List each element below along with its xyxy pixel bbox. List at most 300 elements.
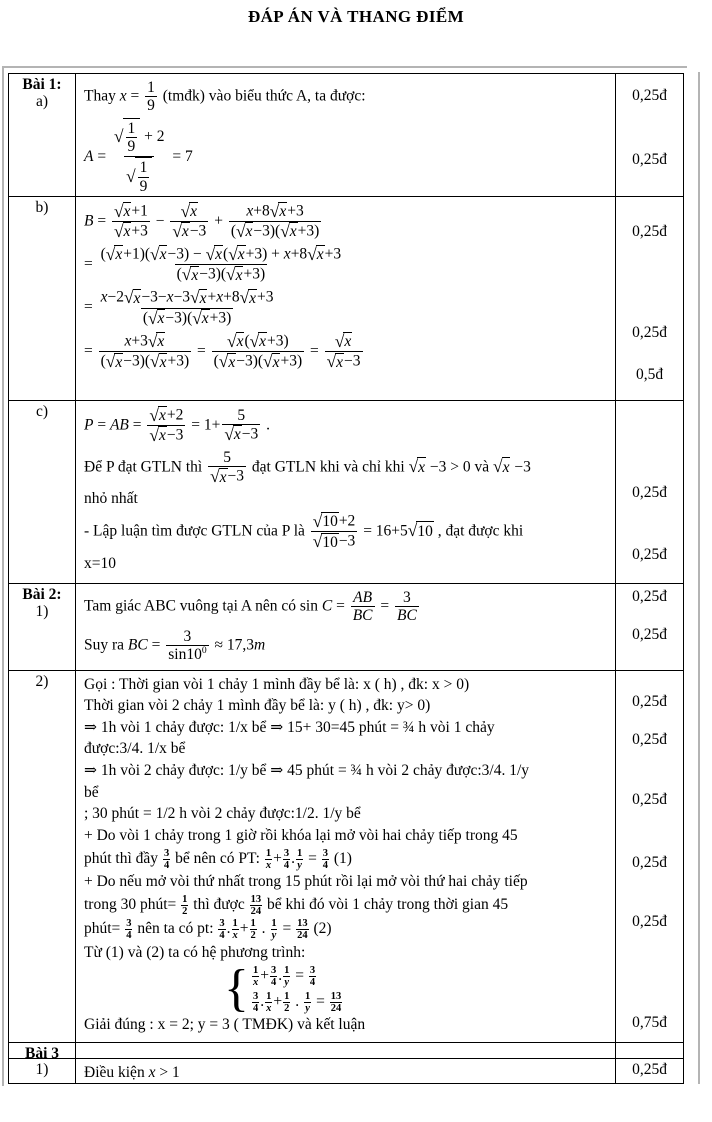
math-variable: C bbox=[321, 596, 333, 614]
radical-icon: √ bbox=[263, 352, 273, 372]
radicand bbox=[157, 309, 166, 327]
radicand bbox=[199, 289, 208, 307]
radical-icon: √ bbox=[113, 127, 124, 147]
fraction-denominator: √ x −3 bbox=[149, 425, 184, 445]
solution-line: Suy ra BC = $\frac{3}{\sin 10^0}$ ≈ 17,3m bbox=[84, 627, 266, 664]
table-row bbox=[9, 197, 683, 401]
equation-system bbox=[224, 959, 343, 1017]
fraction bbox=[325, 332, 363, 372]
points-cell bbox=[615, 1043, 683, 1058]
fraction bbox=[296, 848, 303, 871]
problem-label-cell bbox=[9, 197, 76, 400]
solution-line: phút= $\frac{3}{4}$ nên ta có pt: $\frac{3}{4}$ . $\frac{1}{x}$ + $\frac{1}{2}$ . $\frac{1}{y}$ = $\frac{13}{24}$ (2) bbox=[84, 918, 332, 942]
fraction-denominator: ( √ x −3)( √ x +3) bbox=[213, 352, 303, 372]
square-root bbox=[270, 202, 287, 221]
fraction-numerator: 1 bbox=[304, 990, 311, 1002]
math-variable: AB bbox=[353, 588, 373, 606]
radicand bbox=[114, 353, 123, 371]
fraction-numerator: 13 bbox=[297, 918, 308, 930]
square-root bbox=[263, 352, 280, 371]
math-variable: y bbox=[297, 859, 302, 871]
fraction-numerator: 1 bbox=[266, 990, 272, 1002]
square-root bbox=[182, 265, 199, 284]
math-variable: BC bbox=[352, 606, 373, 624]
radical-icon: √ bbox=[228, 244, 238, 264]
radicand bbox=[158, 406, 167, 424]
problem-number: Bài 2: bbox=[22, 586, 62, 603]
fraction-numerator: 1 bbox=[127, 119, 136, 137]
table-row bbox=[9, 74, 683, 197]
fraction bbox=[145, 79, 157, 115]
radicand bbox=[156, 332, 165, 350]
radicand bbox=[123, 202, 132, 220]
score-label: 0,25đ bbox=[632, 731, 667, 748]
solution-cell bbox=[76, 584, 615, 670]
problem-label-cell bbox=[9, 74, 76, 196]
problem-part: 2) bbox=[35, 673, 49, 690]
fraction-numerator: 3 bbox=[252, 990, 259, 1002]
radicand bbox=[417, 457, 426, 478]
radical-icon: √ bbox=[312, 511, 323, 531]
square-root bbox=[149, 426, 166, 445]
table-row bbox=[9, 1043, 683, 1059]
fraction-numerator: 13 bbox=[330, 990, 342, 1002]
radical-icon: √ bbox=[326, 352, 337, 372]
math-variable: x bbox=[115, 246, 123, 264]
math-variable: P bbox=[84, 416, 94, 433]
fraction bbox=[99, 245, 343, 285]
radical-icon: √ bbox=[113, 221, 124, 241]
square-root bbox=[226, 265, 243, 284]
radicand bbox=[289, 222, 298, 240]
fraction-denominator: 2 bbox=[284, 1002, 290, 1014]
square-root bbox=[493, 456, 510, 479]
square-root bbox=[236, 222, 253, 241]
fraction bbox=[283, 965, 290, 988]
radical-icon: √ bbox=[312, 532, 323, 552]
fraction-numerator: √ 10 +2 bbox=[312, 511, 356, 531]
fraction-denominator: 4 bbox=[252, 1002, 259, 1014]
fraction-numerator: 1 bbox=[284, 964, 290, 976]
math-variable: x bbox=[235, 266, 243, 284]
square-root bbox=[106, 245, 123, 264]
radical-icon: √ bbox=[148, 308, 158, 328]
math-variable: x bbox=[228, 353, 236, 371]
math-variable: x bbox=[158, 427, 166, 445]
square-root bbox=[192, 309, 209, 328]
math-variable: y bbox=[305, 1002, 310, 1014]
radical-icon: √ bbox=[192, 308, 202, 328]
fraction bbox=[222, 407, 260, 445]
radicand bbox=[201, 309, 210, 327]
problem-label-cell bbox=[9, 584, 76, 670]
square-root bbox=[106, 352, 123, 371]
score-label: 0,25đ bbox=[632, 151, 667, 168]
square-root bbox=[190, 288, 207, 307]
square-root bbox=[228, 245, 245, 264]
square-root bbox=[114, 202, 131, 221]
solution-line: trong 30 phút= $\frac{1}{2}$ thì được $\frac{13}{24}$ bể khi đó vòi 1 chảy trong thời gian 45 bbox=[84, 893, 509, 917]
math-variable: x bbox=[157, 333, 165, 351]
radicand bbox=[227, 353, 236, 371]
square-root bbox=[148, 332, 165, 351]
scan-shadow-left bbox=[2, 66, 4, 1086]
radical-icon: √ bbox=[226, 265, 236, 285]
points-cell bbox=[615, 584, 683, 670]
solution-cell bbox=[76, 671, 615, 1042]
solution-line: được:3/4. 1/x bể bbox=[84, 740, 186, 758]
radical-icon: √ bbox=[150, 352, 160, 372]
score-label: 0,25đ bbox=[632, 854, 667, 871]
solution-line: nhỏ nhất bbox=[84, 490, 138, 508]
solution-line: + Do vòi 1 chảy trong 1 giờ rồi khóa lại mở vòi hai chảy tiếp trong 45 bbox=[84, 826, 518, 844]
math-variable: B bbox=[84, 212, 94, 229]
square-root bbox=[327, 352, 344, 371]
score-label: 0,25đ bbox=[632, 693, 667, 710]
fraction bbox=[265, 991, 272, 1014]
fraction-numerator: 1 bbox=[252, 964, 259, 976]
answer-key-table bbox=[8, 73, 684, 1084]
fraction bbox=[311, 512, 358, 552]
math-variable: x bbox=[245, 223, 253, 241]
fraction-numerator: 5 bbox=[223, 448, 231, 466]
score-label: 0,25đ bbox=[632, 87, 667, 104]
math-variable: x bbox=[133, 289, 141, 307]
radical-icon: √ bbox=[307, 244, 317, 264]
radicand: 10 bbox=[322, 533, 338, 551]
fraction-numerator: 1 bbox=[284, 990, 290, 1002]
fraction-numerator: 1 bbox=[182, 893, 188, 905]
fraction-numerator: 3 bbox=[163, 847, 170, 859]
math-variable: x bbox=[124, 331, 132, 349]
math-variable: x bbox=[119, 86, 127, 104]
solution-line: Tam giác ABC vuông tại A nên có sin C = $\frac{AB}{BC}$ = $\frac{3}{BC}$ bbox=[84, 588, 417, 624]
fraction-numerator: x+3 √ x bbox=[124, 331, 165, 351]
fraction-denominator: 4 bbox=[283, 859, 290, 871]
fraction-numerator bbox=[351, 589, 374, 606]
fraction bbox=[112, 118, 167, 196]
superscript: 0 bbox=[201, 645, 207, 657]
problem-label-cell bbox=[9, 401, 76, 583]
score-label: 0,25đ bbox=[632, 588, 667, 605]
scan-shadow-top bbox=[2, 66, 687, 68]
math-variable: x bbox=[259, 333, 267, 351]
radicand bbox=[159, 353, 168, 371]
problem-number: Bài 1: bbox=[22, 76, 62, 93]
fraction bbox=[304, 991, 311, 1014]
radical-icon: √ bbox=[218, 352, 229, 372]
math-variable: m bbox=[254, 636, 266, 654]
square-root bbox=[172, 222, 189, 241]
square-root bbox=[124, 288, 141, 307]
square-root bbox=[408, 520, 434, 543]
fraction-denominator: √ x −3 bbox=[224, 424, 259, 444]
square-root bbox=[280, 222, 297, 241]
square-root bbox=[335, 332, 352, 351]
score-label: 0,25đ bbox=[632, 913, 667, 930]
math-variable: x bbox=[115, 353, 123, 371]
fraction bbox=[126, 120, 138, 156]
problem-part: a) bbox=[35, 93, 49, 111]
math-variable: A bbox=[84, 147, 94, 165]
math-variable: x bbox=[199, 289, 207, 307]
solution-line bbox=[84, 959, 609, 1017]
fraction-denominator: 2 bbox=[250, 930, 256, 942]
fraction-numerator: √ $\frac{1}{9}$ + 2 bbox=[113, 119, 165, 156]
square-root bbox=[250, 332, 267, 351]
fraction bbox=[250, 918, 257, 941]
solution-line: ; 30 phút = 1/2 h vòi 2 chảy được:1/2. 1/y bể bbox=[84, 805, 361, 823]
solution-line: Giải đúng : x = 2; y = 3 ( TMĐK) và kết luận bbox=[84, 1016, 366, 1034]
math-variable: x bbox=[123, 203, 131, 221]
fraction-denominator bbox=[232, 929, 239, 941]
square-root bbox=[150, 245, 167, 264]
fraction-numerator: 3 bbox=[126, 918, 132, 930]
radicand bbox=[214, 245, 223, 263]
radical-icon: √ bbox=[249, 331, 260, 351]
radicand bbox=[181, 222, 190, 240]
radical-icon: √ bbox=[105, 352, 116, 372]
fraction bbox=[265, 848, 272, 871]
fraction bbox=[99, 332, 192, 372]
radicand bbox=[335, 353, 344, 371]
math-variable: x bbox=[159, 353, 167, 371]
square-root bbox=[227, 332, 244, 351]
math-variable: x bbox=[100, 288, 108, 306]
solution-line: = x+3 √ x ( √ x −3)( √ x +3) = √ x ( √ x +3) ( √ x −3)( √ x +3) = √ x √ x −3 bbox=[84, 331, 361, 372]
score-label: 0,5đ bbox=[635, 366, 664, 383]
fraction-denominator: √ x −3 bbox=[172, 221, 207, 241]
fraction bbox=[330, 991, 343, 1014]
fraction bbox=[283, 991, 290, 1014]
fraction-numerator: √ x +2 bbox=[149, 405, 184, 425]
fraction-denominator: 9 bbox=[147, 96, 155, 114]
square-root bbox=[181, 202, 198, 221]
math-variable: x bbox=[283, 245, 291, 263]
fraction-numerator bbox=[333, 332, 354, 351]
solution-line: + Do nếu mở vòi thứ nhất trong 15 phút rồi lại mở vòi thứ hai chảy tiếp bbox=[84, 873, 528, 891]
radical-icon: √ bbox=[149, 405, 159, 425]
square-root bbox=[313, 512, 339, 531]
fraction bbox=[208, 449, 246, 487]
math-variable: BC bbox=[397, 606, 417, 624]
math-variable: x bbox=[316, 246, 324, 264]
solution-line: Thời gian vòi 2 chảy 1 mình đầy bể là: y ( h) , đk: y> 0) bbox=[84, 697, 431, 715]
radicand: 10 bbox=[322, 513, 338, 531]
solution-line: phút thì đầy $\frac{3}{4}$ bể nên có PT: $\frac{1}{x}$ + $\frac{3}{4}$ . $\frac{1}{y}$ = $\frac{3}{4}$ (1) bbox=[84, 847, 352, 871]
fraction-numerator: 3 bbox=[283, 847, 290, 859]
square-root bbox=[126, 157, 152, 196]
fraction-denominator: 4 bbox=[322, 859, 328, 871]
math-variable: x bbox=[215, 246, 223, 264]
square-root bbox=[148, 309, 165, 328]
problem-label-cell bbox=[9, 1043, 76, 1058]
math-variable: x bbox=[289, 223, 297, 241]
table-row bbox=[9, 401, 683, 584]
math-variable: x bbox=[181, 223, 189, 241]
fraction bbox=[252, 965, 259, 988]
fraction bbox=[270, 918, 277, 941]
radical-icon: √ bbox=[210, 467, 220, 487]
fraction bbox=[112, 202, 150, 242]
fraction bbox=[296, 918, 309, 941]
fraction-numerator: √ x +1 bbox=[113, 201, 148, 221]
math-variable: BC bbox=[127, 636, 148, 654]
math-variable: x bbox=[232, 930, 238, 942]
math-variable: x bbox=[233, 426, 241, 444]
radicand bbox=[135, 157, 153, 196]
radical-icon: √ bbox=[334, 331, 345, 351]
fraction-denominator: 24 bbox=[297, 930, 308, 942]
radicand bbox=[236, 332, 245, 350]
fraction-numerator: 1 bbox=[232, 918, 238, 930]
radicand bbox=[114, 245, 123, 263]
math-variable: x bbox=[252, 976, 259, 988]
fraction bbox=[181, 894, 188, 917]
fraction-denominator bbox=[296, 859, 303, 871]
math-variable: x bbox=[266, 1002, 272, 1014]
solution-cell bbox=[76, 1043, 615, 1058]
radicand bbox=[248, 289, 257, 307]
fraction-denominator: 4 bbox=[126, 930, 132, 942]
math-variable: x bbox=[237, 246, 245, 264]
radicand bbox=[245, 222, 254, 240]
fraction-denominator: √ x −3 bbox=[210, 467, 245, 487]
fraction-numerator: 3 bbox=[309, 964, 316, 976]
fraction-denominator bbox=[304, 1002, 311, 1014]
math-variable: x bbox=[265, 859, 272, 871]
fraction bbox=[250, 894, 263, 917]
square-root bbox=[210, 467, 227, 486]
radicand bbox=[235, 266, 244, 284]
table-row bbox=[9, 671, 683, 1043]
square-root bbox=[150, 352, 167, 371]
brace-icon: { bbox=[224, 959, 249, 1017]
fraction-denominator: ( √ x −3)( √ x +3) bbox=[176, 265, 266, 285]
radical-icon: √ bbox=[150, 244, 160, 264]
fraction-denominator: $\sin 10^0$ bbox=[168, 645, 207, 664]
fraction bbox=[147, 406, 185, 446]
system-equation: $\frac{1}{x}$ + $\frac{3}{4}$ . $\frac{1}{y}$ = $\frac{3}{4}$ bbox=[252, 964, 316, 988]
solution-line: Gọi : Thời gian vòi 1 chảy 1 mình đầy bể là: x ( h) , đk: x > 0) bbox=[84, 675, 470, 693]
fraction-numerator: 1 bbox=[139, 159, 148, 177]
math-variable: x bbox=[123, 223, 131, 241]
solution-cell bbox=[76, 401, 615, 583]
radical-icon: √ bbox=[493, 457, 503, 477]
fraction-numerator: √ x ( √ x +3) bbox=[227, 331, 289, 351]
solution-line: = x−2 √ x −3−x−3 √ x +x+8 √ x +3 ( √ x −3)( √ x +3) bbox=[84, 288, 274, 328]
fraction-denominator bbox=[265, 859, 272, 871]
fraction-numerator: x+8 √ x +3 bbox=[246, 201, 304, 221]
solution-line: P = AB = √ x +2 √ x −3 = 1+ 5 √ x −3 . bbox=[84, 405, 270, 445]
fraction-numerator: 3 bbox=[403, 588, 411, 606]
radical-icon: √ bbox=[269, 201, 280, 221]
radicand bbox=[502, 457, 511, 478]
fraction-numerator: 1 bbox=[296, 847, 303, 859]
fraction-numerator: 3 bbox=[219, 918, 225, 930]
score-label: 0,25đ bbox=[632, 324, 667, 341]
square-root bbox=[149, 406, 166, 425]
score-label: 0,25đ bbox=[632, 791, 667, 808]
fraction-denominator: 9 bbox=[127, 138, 136, 156]
solution-line: - Lập luận tìm được GTLN của P là √ 10 +2 √ 10 −3 = 16+5 √ 10 , đạt được khi bbox=[84, 511, 524, 552]
solution-line: ⇒ 1h vòi 1 chảy được: 1/x bể ⇒ 15+ 30=45 phút = ¾ h vòi 1 chảy bbox=[84, 718, 495, 736]
table-row bbox=[9, 1059, 683, 1083]
math-variable: AB bbox=[109, 416, 129, 433]
math-variable: y bbox=[271, 930, 277, 942]
solution-cell bbox=[76, 74, 615, 196]
math-variable: x bbox=[190, 203, 198, 221]
fraction bbox=[309, 965, 316, 988]
math-variable: x bbox=[158, 407, 166, 425]
radicand: 10 bbox=[416, 521, 434, 542]
math-variable: x bbox=[236, 333, 244, 351]
radical-icon: √ bbox=[280, 221, 290, 241]
fraction bbox=[163, 848, 170, 871]
fraction bbox=[99, 288, 276, 328]
radicand bbox=[158, 426, 167, 444]
table-row bbox=[9, 584, 683, 671]
fraction-numerator: 3 bbox=[183, 627, 192, 645]
math-variable: x bbox=[201, 310, 209, 328]
square-root bbox=[114, 222, 131, 241]
square-root bbox=[409, 456, 426, 479]
radicand bbox=[190, 266, 199, 284]
fraction-denominator bbox=[395, 606, 419, 624]
solution-line: Điều kiện x > 1 bbox=[84, 1063, 180, 1081]
square-root bbox=[114, 118, 140, 157]
fraction bbox=[351, 589, 375, 625]
radicand bbox=[258, 332, 267, 350]
math-variable: x bbox=[159, 246, 167, 264]
radical-icon: √ bbox=[113, 201, 124, 221]
score-label: 0,25đ bbox=[632, 546, 667, 563]
page-title: ĐÁP ÁN VÀ THANG ĐIỂM bbox=[247, 7, 465, 26]
fraction-numerator: ( √ x +1)( √ x −3) − √ x ( √ x +3) + x+8 √ x +3 bbox=[100, 244, 342, 264]
fraction bbox=[218, 918, 225, 941]
math-variable: x bbox=[219, 468, 227, 486]
problem-label-cell bbox=[9, 1059, 76, 1083]
score-label: 0,25đ bbox=[632, 223, 667, 240]
fraction bbox=[125, 918, 132, 941]
math-variable: x bbox=[272, 353, 280, 371]
fraction-denominator: √ x +3 bbox=[113, 221, 148, 241]
problem-part: c) bbox=[35, 403, 49, 420]
problem-label-cell bbox=[9, 671, 76, 1042]
fraction-numerator: 1 bbox=[265, 847, 272, 859]
fraction-denominator: ( √ x −3)( √ x +3) bbox=[230, 221, 320, 241]
radical-icon: √ bbox=[224, 424, 234, 444]
points-cell bbox=[615, 1059, 683, 1083]
score-label: 0,75đ bbox=[632, 1014, 667, 1031]
fraction-denominator bbox=[283, 976, 290, 988]
square-root bbox=[206, 245, 223, 264]
fraction-numerator: 3 bbox=[322, 847, 328, 859]
problem-number: Bài 3 bbox=[24, 1045, 60, 1058]
solution-line: Từ (1) và (2) ta có hệ phương trình: bbox=[84, 943, 306, 961]
fraction-denominator: 4 bbox=[163, 859, 170, 871]
square-root bbox=[240, 288, 257, 307]
square-root bbox=[219, 352, 236, 371]
radical-icon: √ bbox=[205, 244, 216, 264]
square-root bbox=[224, 425, 241, 444]
radicand bbox=[278, 202, 287, 220]
score-label: 0,25đ bbox=[632, 484, 667, 501]
fraction-denominator: 9 bbox=[139, 177, 148, 195]
solution-line: = ( √ x +1)( √ x −3) − √ x ( √ x +3) + x+8 √ x +3 ( √ x −3)( √ x +3) bbox=[84, 244, 342, 285]
points-cell bbox=[615, 197, 683, 400]
radicand bbox=[123, 222, 132, 240]
